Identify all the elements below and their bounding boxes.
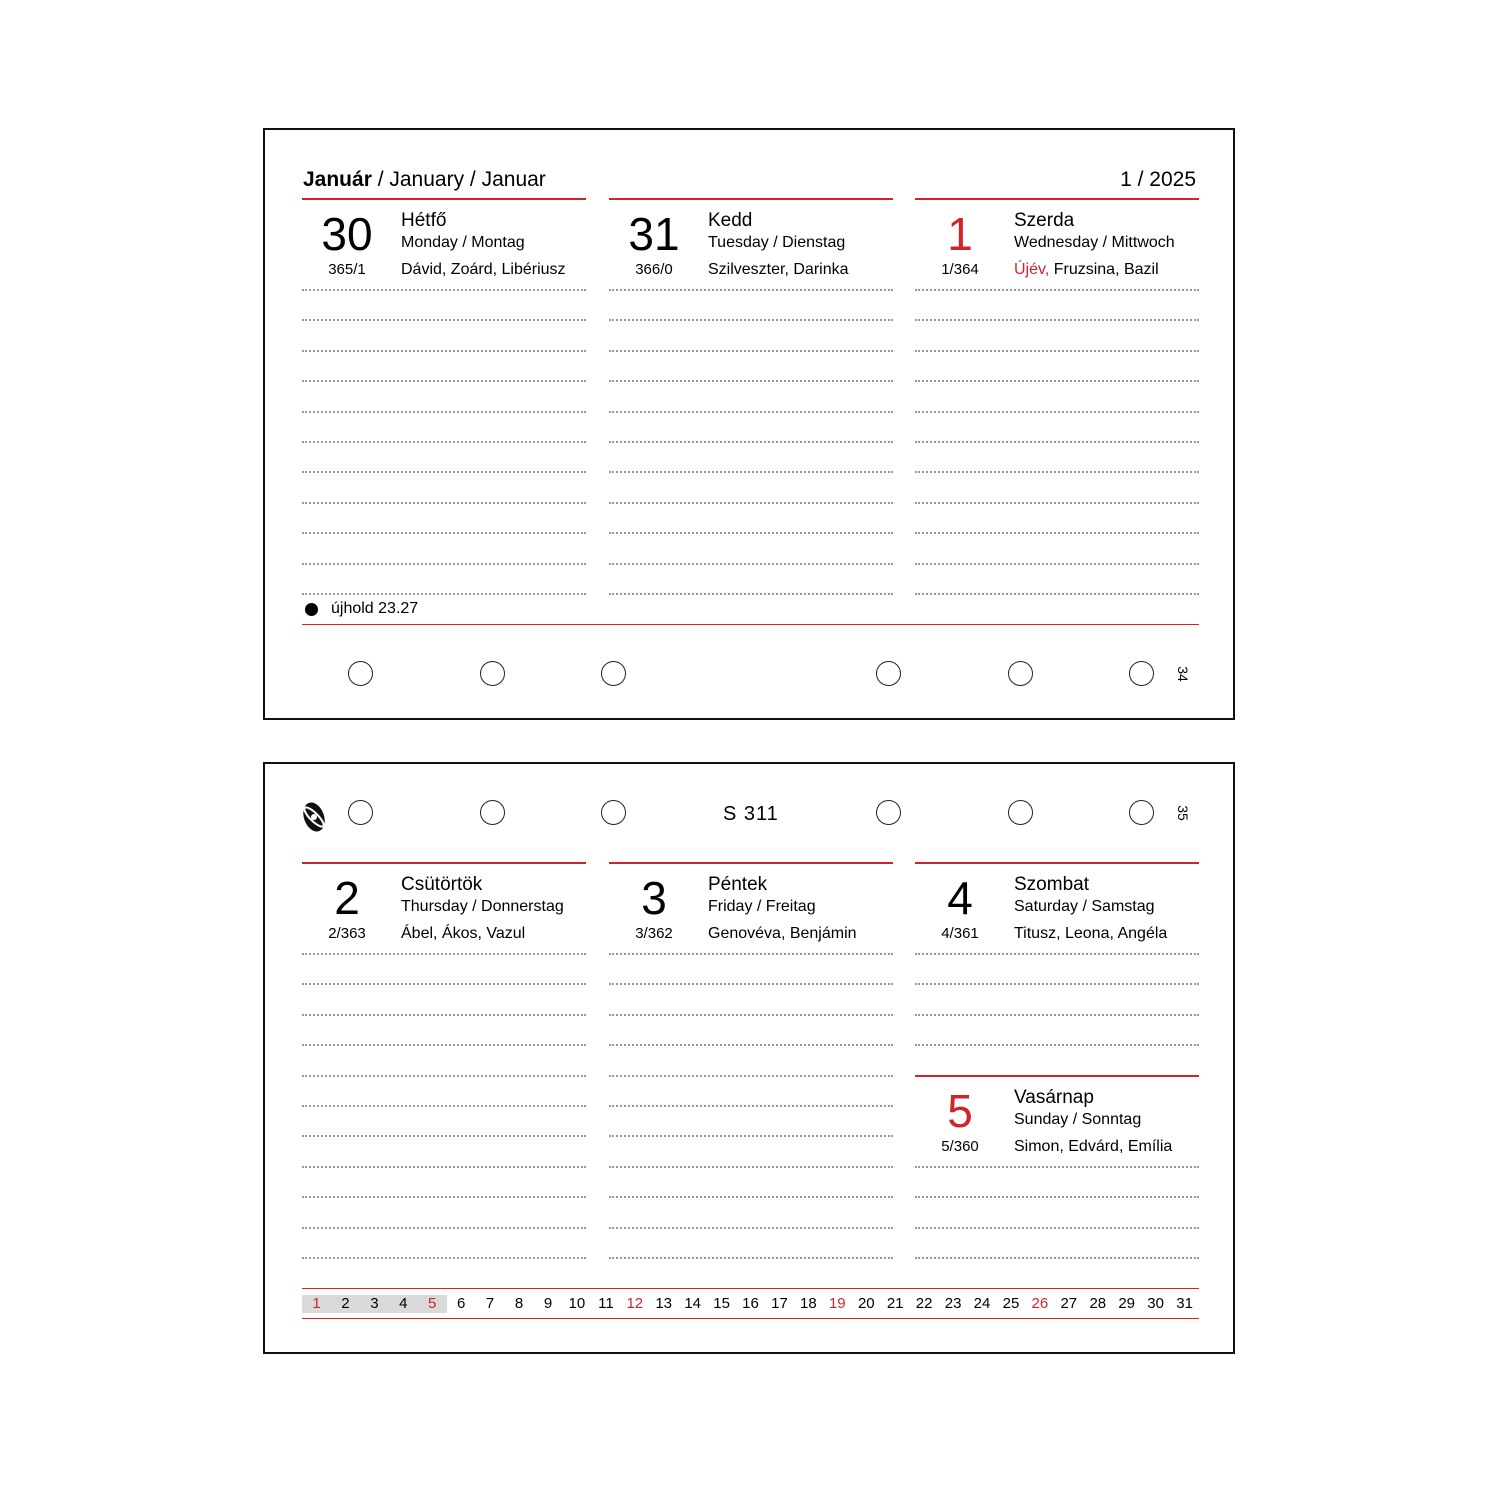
writing-line	[302, 319, 586, 321]
writing-line	[609, 1196, 893, 1198]
day-name-translation: Sunday / Sonntag	[1014, 1111, 1142, 1128]
writing-line	[609, 1044, 893, 1046]
writing-line	[915, 1227, 1199, 1229]
writing-line	[915, 953, 1199, 955]
writing-line	[302, 1044, 586, 1046]
writing-line	[302, 411, 586, 413]
writing-line	[302, 953, 586, 955]
month-strip-day: 2	[331, 1295, 360, 1313]
writing-line	[915, 983, 1199, 985]
writing-line	[302, 1075, 586, 1077]
writing-line	[302, 563, 586, 565]
day-top-line	[915, 862, 1199, 864]
writing-line	[609, 350, 893, 352]
month-strip-day: 13	[655, 1295, 673, 1312]
writing-line	[302, 1166, 586, 1168]
day-number: 5	[947, 1085, 973, 1137]
day-name-translation: Tuesday / Dienstag	[708, 234, 846, 251]
writing-line	[609, 441, 893, 443]
month-strip-day: 29	[1118, 1295, 1136, 1312]
name-day-text: Szilveszter, Darinka	[708, 261, 849, 278]
new-moon-icon	[305, 603, 318, 616]
writing-line	[302, 1135, 586, 1137]
writing-line	[609, 380, 893, 382]
punch-hole-icon	[348, 661, 373, 686]
name-days	[401, 924, 525, 944]
writing-line	[609, 1257, 893, 1259]
writing-line	[302, 1196, 586, 1198]
writing-line	[915, 1014, 1199, 1016]
writing-line	[609, 1105, 893, 1107]
writing-line	[609, 411, 893, 413]
planet-ring-logo-icon	[301, 798, 329, 836]
punch-hole-icon	[601, 661, 626, 686]
footer-divider	[302, 624, 1199, 625]
day-name-translation: Friday / Freitag	[708, 898, 816, 915]
writing-line	[915, 471, 1199, 473]
month-strip-day: 17	[771, 1295, 788, 1312]
writing-line	[302, 532, 586, 534]
month-strip-day: 7	[485, 1295, 495, 1312]
day-name-translation: Thursday / Donnerstag	[401, 898, 564, 915]
writing-line	[915, 350, 1199, 352]
month-strip-day: 28	[1089, 1295, 1107, 1312]
writing-line	[915, 563, 1199, 565]
name-day-text: Genovéva, Benjámin	[708, 925, 857, 942]
writing-line	[609, 289, 893, 291]
month-strip-day: 24	[973, 1295, 991, 1312]
month-strip-day: 6	[457, 1295, 466, 1312]
writing-line	[302, 593, 586, 595]
month-strip-day: 14	[684, 1295, 702, 1312]
writing-line	[302, 1257, 586, 1259]
writing-line	[609, 532, 893, 534]
planner-page-2	[263, 762, 1235, 1354]
month-header	[303, 168, 546, 192]
month-strip-day: 11	[598, 1295, 614, 1312]
month-strip-day: 26	[1031, 1295, 1049, 1312]
writing-line	[609, 1014, 893, 1016]
day-top-line	[609, 198, 893, 200]
month-name-hu: Január	[303, 168, 372, 191]
writing-line	[915, 593, 1199, 595]
month-name-translations: / January / Januar	[371, 168, 546, 191]
month-strip-day: 4	[389, 1295, 418, 1313]
writing-line	[302, 289, 586, 291]
writing-line	[915, 319, 1199, 321]
name-days	[1014, 1137, 1172, 1157]
month-strip-day: 3	[360, 1295, 389, 1313]
day-name: Szerda	[1014, 210, 1075, 231]
punch-hole-icon	[1129, 800, 1154, 825]
writing-line	[609, 1227, 893, 1229]
month-day-strip	[302, 1295, 1199, 1313]
month-strip-day: 12	[626, 1295, 644, 1312]
day-top-line	[915, 198, 1199, 200]
month-strip-day: 18	[800, 1295, 817, 1312]
day-name: Kedd	[708, 210, 753, 231]
writing-line	[915, 1196, 1199, 1198]
day-top-line	[302, 198, 586, 200]
day-top-line	[609, 862, 893, 864]
name-days	[708, 924, 857, 944]
writing-line	[915, 1044, 1199, 1046]
writing-line	[302, 1014, 586, 1016]
day-of-year-count: 5/360	[941, 1138, 979, 1155]
writing-line	[302, 502, 586, 504]
month-strip-day: 1	[302, 1295, 331, 1313]
month-strip-top-line	[302, 1288, 1199, 1289]
writing-line	[609, 593, 893, 595]
punch-hole-icon	[601, 800, 626, 825]
writing-line	[302, 1105, 586, 1107]
day-name: Péntek	[708, 874, 768, 895]
name-day-text: Dávid, Zoárd, Libériusz	[401, 261, 566, 278]
day-top-line	[302, 862, 586, 864]
month-strip-day: 31	[1176, 1295, 1193, 1312]
punch-hole-icon	[1008, 800, 1033, 825]
page-number: 35	[1174, 805, 1191, 821]
punch-hole-icon	[480, 661, 505, 686]
writing-line	[302, 441, 586, 443]
month-strip-day: 30	[1147, 1295, 1164, 1312]
day-number: 3	[641, 872, 667, 924]
day-of-year-count: 2/363	[328, 925, 366, 942]
writing-line	[302, 471, 586, 473]
writing-line	[302, 350, 586, 352]
name-days	[401, 260, 566, 280]
day-of-year-count: 4/361	[941, 925, 979, 942]
name-day-text: Ábel, Ákos, Vazul	[401, 925, 526, 942]
day-name: Vasárnap	[1014, 1087, 1094, 1108]
month-strip-day: 25	[1002, 1295, 1020, 1312]
writing-line	[915, 502, 1199, 504]
punch-hole-icon	[348, 800, 373, 825]
name-days	[1014, 260, 1159, 280]
writing-line	[609, 471, 893, 473]
day-name-translation: Saturday / Samstag	[1014, 898, 1155, 915]
holiday-name: Újév,	[1014, 261, 1050, 278]
writing-line	[915, 289, 1199, 291]
writing-line	[302, 1227, 586, 1229]
writing-line	[609, 502, 893, 504]
name-day-text: Titusz, Leona, Angéla	[1014, 925, 1168, 942]
day-of-year-count: 3/362	[635, 925, 673, 942]
day-number: 4	[947, 872, 973, 924]
month-strip-day: 19	[828, 1295, 846, 1312]
punch-hole-icon	[1008, 661, 1033, 686]
month-strip-day: 5	[418, 1295, 447, 1313]
name-days	[708, 260, 849, 280]
month-strip-bottom-line	[302, 1318, 1199, 1319]
month-strip-day: 8	[514, 1295, 524, 1312]
day-of-year-count: 365/1	[328, 261, 366, 278]
day-number: 31	[628, 208, 680, 260]
day-of-year-count: 1/364	[941, 261, 979, 278]
month-strip-day: 16	[742, 1295, 759, 1312]
writing-line	[302, 380, 586, 382]
punch-hole-icon	[480, 800, 505, 825]
punch-hole-icon	[876, 661, 901, 686]
writing-line	[915, 1257, 1199, 1259]
day-name: Hétfő	[401, 210, 447, 231]
period-label: 1 / 2025	[1120, 168, 1196, 191]
month-strip-day: 23	[944, 1295, 962, 1312]
month-strip-day: 10	[568, 1295, 586, 1312]
day-number: 2	[334, 872, 360, 924]
writing-line	[609, 319, 893, 321]
page-number: 34	[1174, 666, 1191, 682]
month-strip-day: 15	[713, 1295, 730, 1312]
day-of-year-count: 366/0	[635, 261, 673, 278]
writing-line	[609, 1166, 893, 1168]
writing-line	[915, 380, 1199, 382]
month-strip-day: 9	[543, 1295, 553, 1312]
writing-line	[609, 563, 893, 565]
month-strip-day: 27	[1060, 1295, 1078, 1312]
punch-hole-icon	[876, 800, 901, 825]
day-number: 30	[321, 208, 373, 260]
writing-line	[609, 983, 893, 985]
product-code: S 311	[723, 803, 779, 825]
day-name-translation: Wednesday / Mittwoch	[1014, 234, 1175, 251]
writing-line	[609, 1075, 893, 1077]
day-top-line	[915, 1075, 1199, 1077]
writing-line	[302, 983, 586, 985]
writing-line	[609, 1135, 893, 1137]
writing-line	[915, 411, 1199, 413]
writing-line	[915, 1166, 1199, 1168]
writing-line	[915, 441, 1199, 443]
moon-phase-note: újhold 23.27	[331, 600, 419, 617]
punch-hole-icon	[1129, 661, 1154, 686]
day-name-translation: Monday / Montag	[401, 234, 525, 251]
day-name: Szombat	[1014, 874, 1089, 895]
name-day-text: Fruzsina, Bazil	[1049, 261, 1159, 278]
writing-line	[609, 953, 893, 955]
month-strip-day: 20	[857, 1295, 875, 1312]
month-strip-day: 22	[915, 1295, 933, 1312]
month-strip-day: 21	[886, 1295, 904, 1312]
name-days	[1014, 924, 1167, 944]
writing-line	[915, 532, 1199, 534]
name-day-text: Simon, Edvárd, Emília	[1014, 1138, 1173, 1155]
day-number: 1	[947, 208, 973, 260]
planner-page-1	[263, 128, 1235, 720]
day-name: Csütörtök	[401, 874, 483, 895]
